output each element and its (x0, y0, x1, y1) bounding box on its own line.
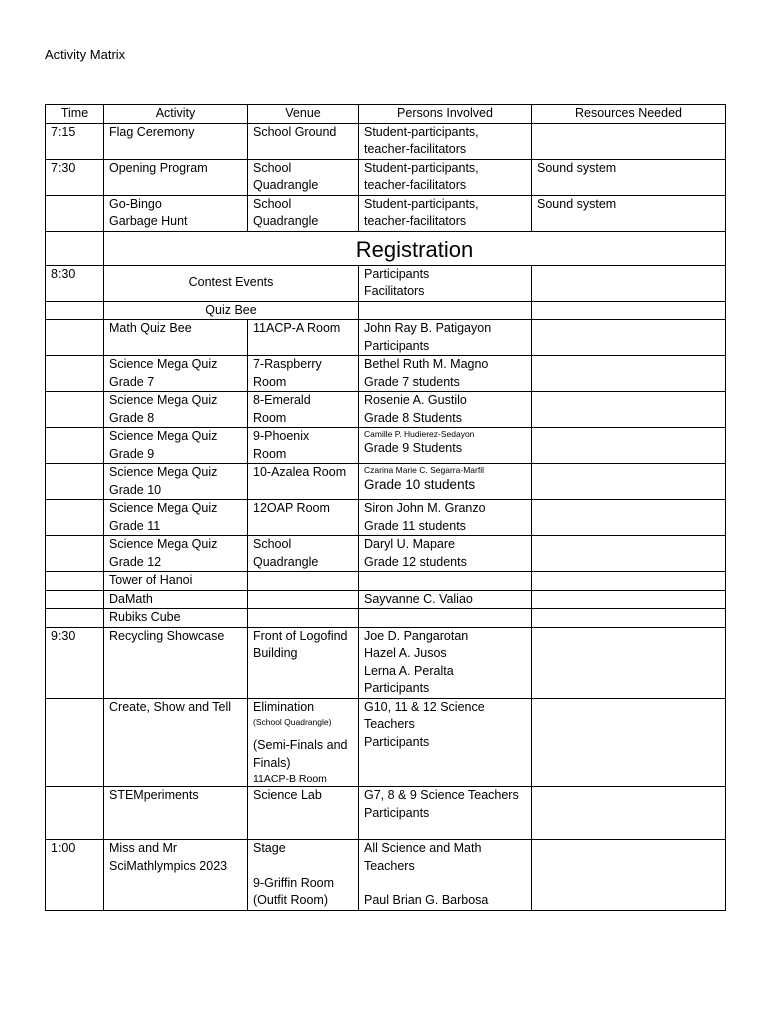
activity-cell: Tower of Hanoi (104, 572, 248, 591)
table-row (46, 392, 726, 428)
venue-cell (248, 572, 359, 591)
resources-cell (532, 500, 726, 536)
time-cell: 7:15 (46, 123, 104, 159)
venue-cell: 8-Emerald Room (248, 392, 359, 428)
table-row (46, 698, 726, 787)
header-persons: Persons Involved (359, 105, 532, 124)
persons-cell: Student-participants, teacher-facilitators (359, 195, 532, 231)
persons-teachers: All Science and Math Teachers (364, 841, 482, 873)
venue-cell: 10-Azalea Room (248, 464, 359, 500)
activity-matrix-table (45, 104, 726, 911)
persons-cell (359, 572, 532, 591)
table-row (46, 840, 726, 911)
persons-cell: Siron John M. Granzo Grade 11 students (359, 500, 532, 536)
resources-cell: Sound system (532, 195, 726, 231)
participant-group: Grade 10 students (364, 477, 476, 492)
persons-cell (359, 464, 532, 500)
activity-cell: Create, Show and Tell (104, 698, 248, 787)
activity-cell: Science Mega Quiz Grade 12 (104, 536, 248, 572)
venue-room: 11ACP-B Room (253, 773, 327, 785)
time-cell (46, 698, 104, 787)
activity-cell: Math Quiz Bee (104, 320, 248, 356)
resources-cell (532, 698, 726, 787)
activity-cell: Science Mega Quiz Grade 7 (104, 356, 248, 392)
resources-cell (532, 572, 726, 591)
persons-cell: Student-participants, teacher-facilitators (359, 123, 532, 159)
registration-heading: Registration (104, 231, 726, 265)
time-cell (46, 590, 104, 609)
venue-cell: 11ACP-A Room (248, 320, 359, 356)
table-row (46, 356, 726, 392)
participant-group: Grade 9 Students (364, 441, 462, 455)
venue-cell: School Quadrangle (248, 195, 359, 231)
time-cell: 9:30 (46, 627, 104, 698)
resources-cell (532, 464, 726, 500)
resources-cell (532, 320, 726, 356)
table-row (46, 320, 726, 356)
persons-cell: Sayvanne C. Valiao (359, 590, 532, 609)
persons-text: G7, 8 & 9 Science Teachers Participants (364, 788, 519, 820)
activity-cell: Flag Ceremony (104, 123, 248, 159)
activity-cell: Science Mega Quiz Grade 8 (104, 392, 248, 428)
venue-note: (School Quadrangle) (253, 717, 332, 727)
time-cell (46, 464, 104, 500)
resources-cell (532, 265, 726, 301)
resources-cell (532, 627, 726, 698)
venue-cell: 7-Raspberry Room (248, 356, 359, 392)
activity-cell: Opening Program (104, 159, 248, 195)
table-row (46, 627, 726, 698)
header-venue: Venue (248, 105, 359, 124)
resources-cell (532, 590, 726, 609)
coach-name: Czarina Marie C. Segarra-Marfil (364, 465, 484, 475)
coach-name: Camille P. Hudierez-Sedayon (364, 429, 475, 439)
venue-cell: School Quadrangle (248, 536, 359, 572)
table-row (46, 590, 726, 609)
venue-cell: School Ground (248, 123, 359, 159)
persons-cell (359, 609, 532, 628)
venue-elimination: Elimination (253, 699, 315, 714)
venue-cell: School Quadrangle (248, 159, 359, 195)
resources-cell (532, 428, 726, 464)
quiz-bee-heading: Quiz Bee (104, 301, 359, 320)
time-cell (46, 320, 104, 356)
table-row (46, 301, 726, 320)
time-cell: 7:30 (46, 159, 104, 195)
time-cell: 1:00 (46, 840, 104, 911)
persons-cell: John Ray B. Patigayon Participants (359, 320, 532, 356)
header-time: Time (46, 105, 104, 124)
resources-cell (532, 536, 726, 572)
resources-cell (532, 787, 726, 840)
time-cell: 8:30 (46, 265, 104, 301)
time-cell (46, 572, 104, 591)
activity-cell: Rubiks Cube (104, 609, 248, 628)
venue-cell (248, 609, 359, 628)
activity-cell: Miss and Mr SciMathlympics 2023 (104, 840, 248, 911)
resources-cell (532, 392, 726, 428)
contest-events-cell: Contest Events (104, 265, 359, 301)
persons-cell: Bethel Ruth M. Magno Grade 7 students (359, 356, 532, 392)
resources-cell (532, 301, 726, 320)
persons-cell: G10, 11 & 12 Science Teachers Participants (359, 698, 532, 787)
resources-cell (532, 840, 726, 911)
table-row (46, 500, 726, 536)
persons-cell: Student-participants, teacher-facilitators (359, 159, 532, 195)
time-cell (46, 428, 104, 464)
persons-cell: Joe D. Pangarotan Hazel A. Jusos Lerna A. Peralta Participants (359, 627, 532, 698)
header-resources: Resources Needed (532, 105, 726, 124)
activity-cell: Science Mega Quiz Grade 10 (104, 464, 248, 500)
table-row (46, 231, 726, 265)
time-cell (46, 536, 104, 572)
persons-cell (359, 787, 532, 840)
time-cell (46, 231, 104, 265)
resources-cell (532, 356, 726, 392)
time-cell (46, 356, 104, 392)
venue-cell: 9-Phoenix Room (248, 428, 359, 464)
table-row (46, 123, 726, 159)
document-title: Activity Matrix (45, 47, 126, 62)
table-row (46, 609, 726, 628)
venue-cell: Science Lab (248, 787, 359, 840)
activity-cell: Go-Bingo Garbage Hunt (104, 195, 248, 231)
table-row (46, 787, 726, 840)
activity-cell: Science Mega Quiz Grade 9 (104, 428, 248, 464)
venue-cell (248, 698, 359, 787)
persons-cell (359, 428, 532, 464)
resources-cell: Sound system (532, 159, 726, 195)
table-row (46, 572, 726, 591)
activity-cell: Recycling Showcase (104, 627, 248, 698)
persons-cell: Rosenie A. Gustilo Grade 8 Students (359, 392, 532, 428)
persons-cell: Participants Facilitators (359, 265, 532, 301)
time-cell (46, 195, 104, 231)
persons-coordinator: Paul Brian G. Barbosa (364, 893, 489, 907)
persons-cell: Daryl U. Mapare Grade 12 students (359, 536, 532, 572)
table-row (46, 265, 726, 301)
venue-cell (248, 590, 359, 609)
table-row (46, 195, 726, 231)
venue-outfit-room: 9-Griffin Room (Outfit Room) (253, 875, 335, 907)
venue-semifinals: (Semi-Finals and Finals) (253, 738, 348, 770)
time-cell (46, 500, 104, 536)
venue-stage: Stage (253, 841, 286, 855)
activity-cell: DaMath (104, 590, 248, 609)
venue-cell: Front of Logofind Building (248, 627, 359, 698)
time-cell (46, 609, 104, 628)
table-header-row (46, 105, 726, 124)
persons-cell (359, 301, 532, 320)
header-activity: Activity (104, 105, 248, 124)
persons-cell (359, 840, 532, 911)
table-row (46, 464, 726, 500)
time-cell (46, 301, 104, 320)
table-row (46, 159, 726, 195)
time-cell (46, 392, 104, 428)
activity-cell: STEMperiments (104, 787, 248, 840)
table-row (46, 536, 726, 572)
venue-cell: 12OAP Room (248, 500, 359, 536)
resources-cell (532, 123, 726, 159)
table-row (46, 428, 726, 464)
venue-cell (248, 840, 359, 911)
time-cell (46, 787, 104, 840)
resources-cell (532, 609, 726, 628)
activity-cell: Science Mega Quiz Grade 11 (104, 500, 248, 536)
